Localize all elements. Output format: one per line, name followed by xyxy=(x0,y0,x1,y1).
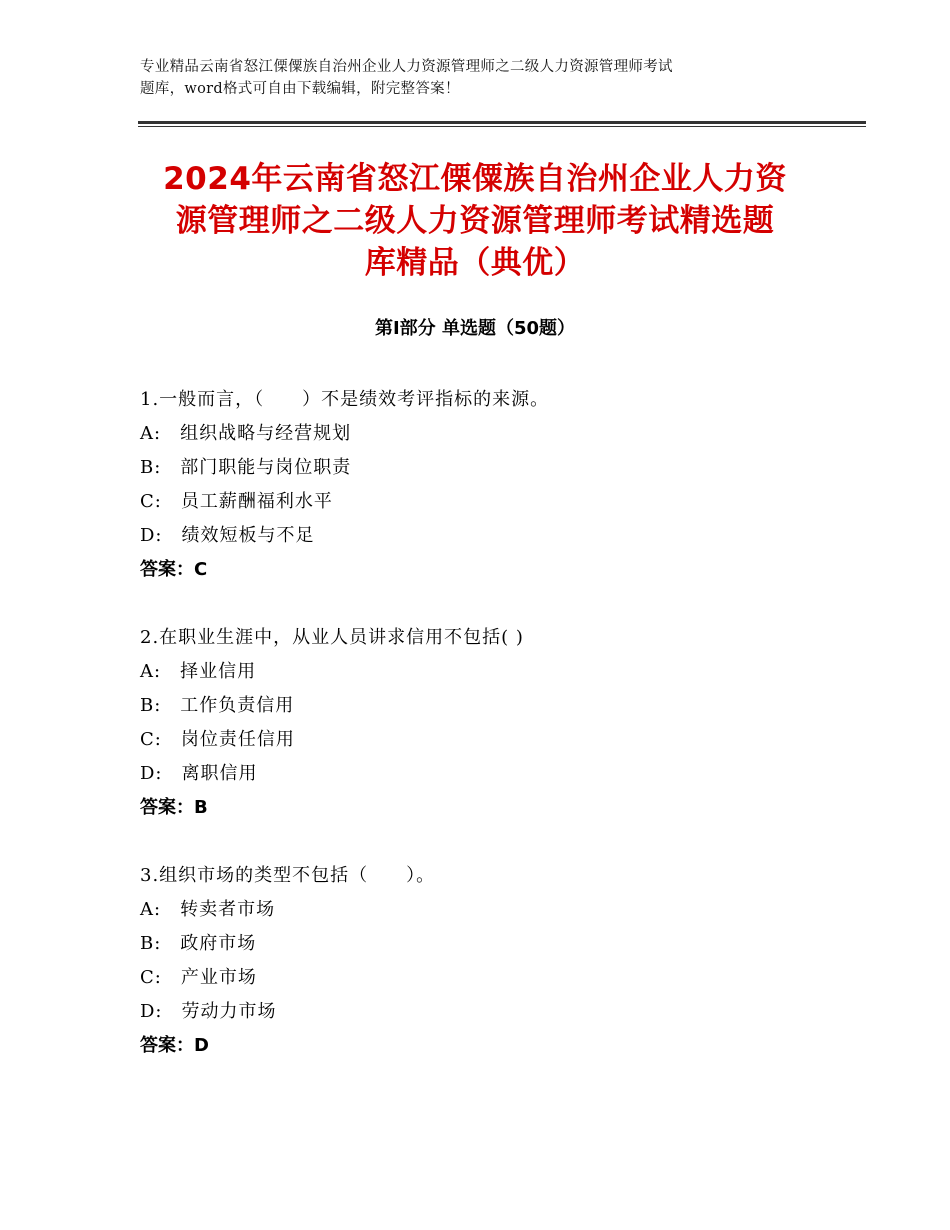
question-stem: 3.组织市场的类型不包括（ ）。 xyxy=(140,865,436,886)
option-b: B: 政府市场 xyxy=(140,933,257,954)
question-stem: 1.一般而言，（ ）不是绩效考评指标的来源。 xyxy=(140,389,550,410)
question-stem: 2.在职业生涯中，从业人员讲求信用不包括( ) xyxy=(140,627,524,648)
option-c: C: 产业市场 xyxy=(140,967,257,988)
header-divider-thick xyxy=(138,121,866,124)
answer-label: 答案：D xyxy=(140,1035,209,1056)
document-title-line-1: 2024年云南省怒江傈僳族自治州企业人力资 xyxy=(163,161,787,197)
question-3 xyxy=(140,859,860,1063)
option-c: C: 岗位责任信用 xyxy=(140,729,295,750)
question-list xyxy=(140,383,860,1097)
document-title-line-3: 库精品（典优） xyxy=(364,245,586,281)
option-b: B: 部门职能与岗位职责 xyxy=(140,457,352,478)
option-d: D: 绩效短板与不足 xyxy=(140,525,315,546)
document-title xyxy=(120,158,830,284)
header-note-line-1: 专业精品云南省怒江傈僳族自治州企业人力资源管理师之二级人力资源管理师考试 xyxy=(140,59,673,75)
section-title: 第Ⅰ部分 单选题（50题） xyxy=(374,318,575,339)
header-note xyxy=(140,56,820,100)
option-a: A: 转卖者市场 xyxy=(140,899,276,920)
answer-label: 答案：B xyxy=(140,797,208,818)
option-c: C: 员工薪酬福利水平 xyxy=(140,491,333,512)
header-divider-thin xyxy=(138,126,866,127)
answer-label: 答案：C xyxy=(140,559,208,580)
question-2 xyxy=(140,621,860,825)
option-a: A: 组织战略与经营规划 xyxy=(140,423,352,444)
question-1 xyxy=(140,383,860,587)
document-title-line-2: 源管理师之二级人力资源管理师考试精选题 xyxy=(175,203,775,239)
header-note-line-2: 题库，word格式可自由下载编辑，附完整答案！ xyxy=(140,81,460,97)
option-d: D: 离职信用 xyxy=(140,763,258,784)
option-a: A: 择业信用 xyxy=(140,661,257,682)
option-b: B: 工作负责信用 xyxy=(140,695,295,716)
option-d: D: 劳动力市场 xyxy=(140,1001,277,1022)
